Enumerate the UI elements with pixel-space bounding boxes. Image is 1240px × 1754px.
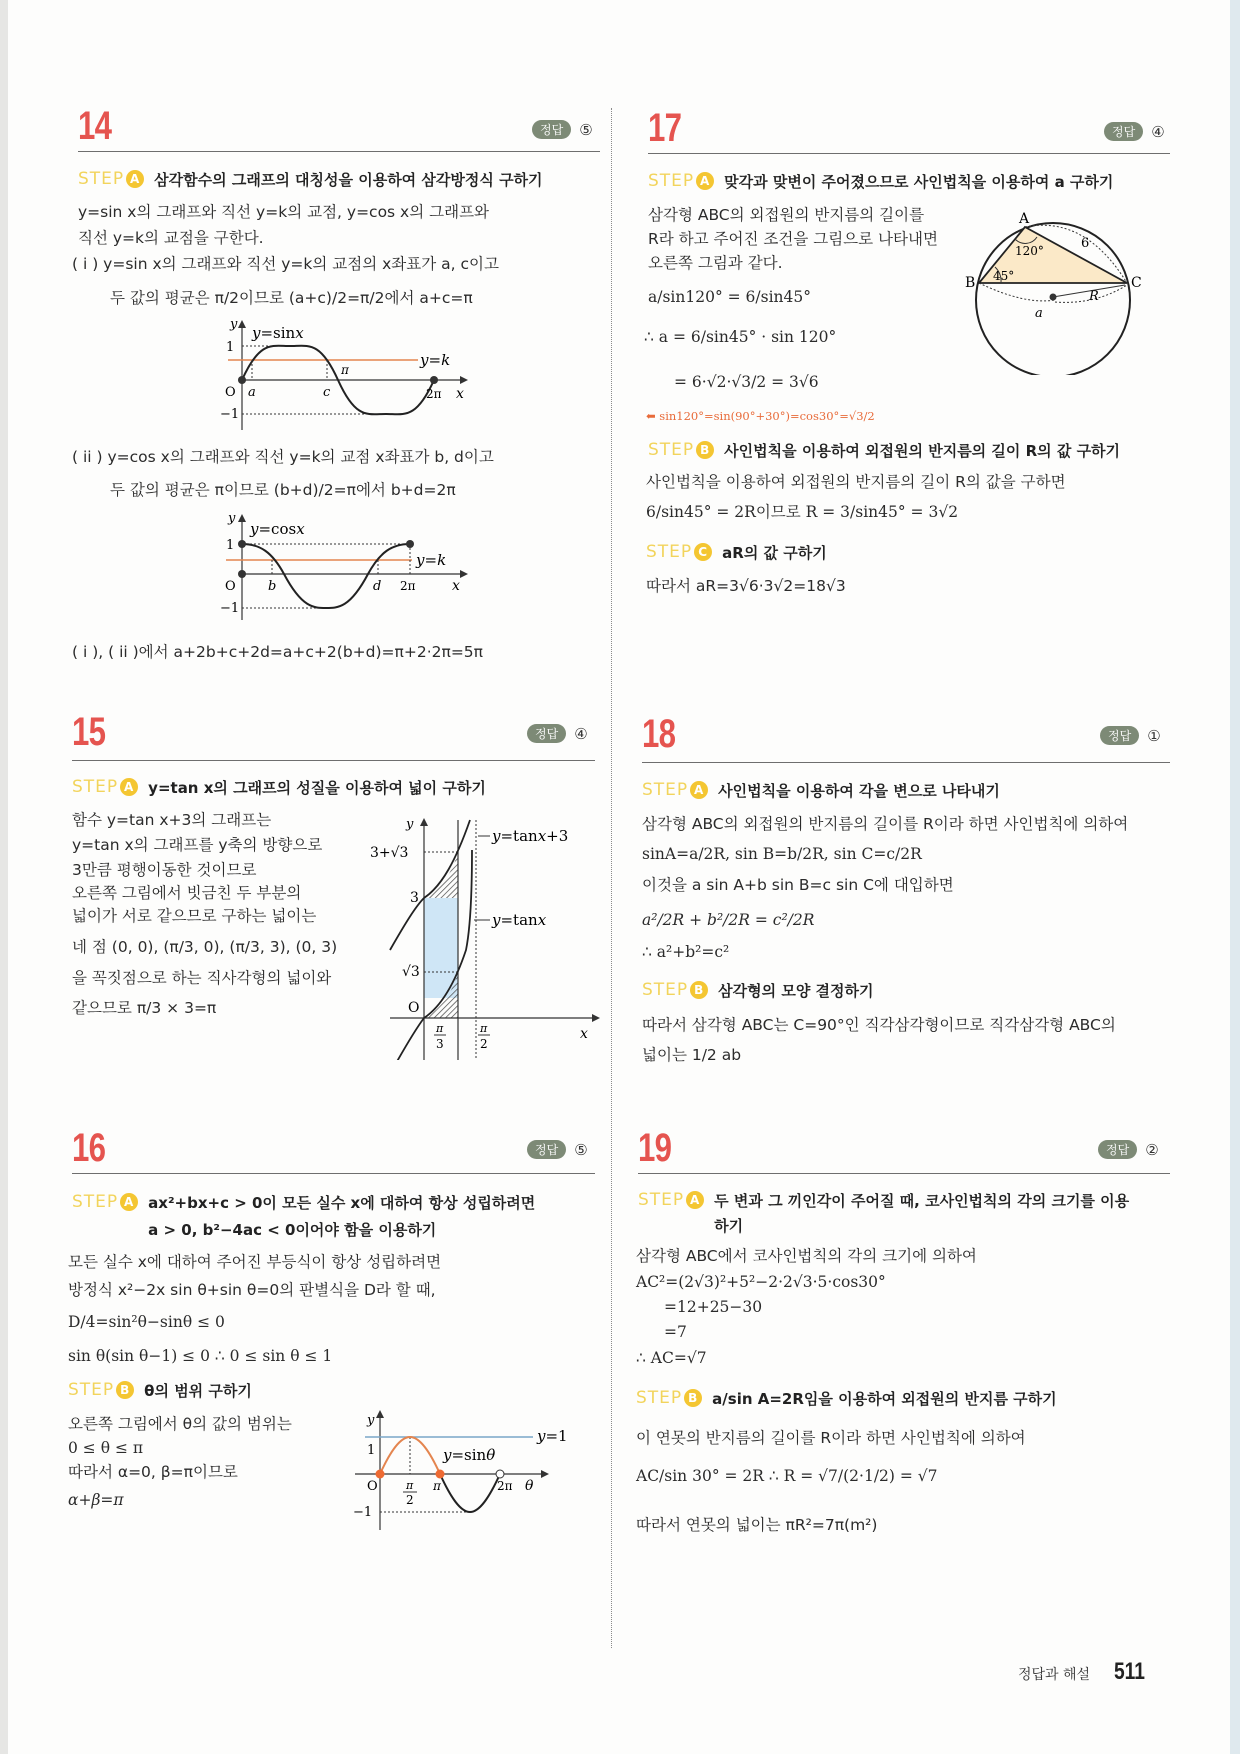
problem-number: 17 xyxy=(648,106,682,150)
step-tag: STEP B xyxy=(648,440,714,460)
svg-text:R: R xyxy=(1089,289,1099,304)
svg-text:45°: 45° xyxy=(993,269,1015,283)
svg-text:1: 1 xyxy=(226,538,235,553)
text-line: 을 꼭짓점으로 하는 직사각형의 넓이와 xyxy=(72,969,332,987)
svg-text:c: c xyxy=(323,385,331,400)
step-b-heading xyxy=(642,980,874,1001)
text-line: 오른쪽 그림에서 빗금친 두 부분의 xyxy=(72,884,302,902)
text-line: 삼각형 ABC의 외접원의 반지름의 길이를 xyxy=(648,206,925,224)
step-title-line2: a > 0, b²−4ac < 0이어야 함을 이용하기 xyxy=(148,1221,437,1239)
text-line: 같으므로 π/3 × 3=π xyxy=(72,999,217,1017)
svg-text:π: π xyxy=(433,1479,441,1493)
math-line: sinA=a/2R, sin B=b/2R, sin C=c/2R xyxy=(642,845,922,863)
header-rule xyxy=(638,1173,1170,1174)
svg-text:A: A xyxy=(1019,211,1030,227)
step-tag: STEP A xyxy=(72,1192,138,1212)
svg-text:y=k: y=k xyxy=(420,351,451,369)
text-line: y=tan x의 그래프를 y축의 방향으로 xyxy=(72,836,323,854)
step-a-heading xyxy=(78,169,543,190)
text-line: y=sin x의 그래프와 직선 y=k의 교점, y=cos x의 그래프와 xyxy=(78,203,490,221)
svg-text:π: π xyxy=(341,363,349,377)
svg-text:C: C xyxy=(1131,275,1142,291)
step-tag: STEP C xyxy=(646,542,712,562)
answer-value: ⑤ xyxy=(574,1140,588,1159)
page-footer xyxy=(1018,1658,1153,1686)
step-letter-icon: C xyxy=(694,543,712,561)
text-line: 넓이가 서로 같으므로 구하는 넓이는 xyxy=(72,907,317,925)
svg-text:y=k: y=k xyxy=(416,551,447,569)
svg-text:y: y xyxy=(406,817,414,832)
answer-badge xyxy=(527,1140,588,1159)
text-line: ( i ), ( ii )에서 a+2b+c+2d=a+c+2(b+d)=π+2·2π=5π xyxy=(72,643,483,661)
step-a-heading xyxy=(648,171,1113,192)
text-line: 따라서 연못의 넓이는 πR²=7π(m²) xyxy=(636,1516,878,1534)
math-line: ∴ AC=√7 xyxy=(636,1349,707,1367)
text-line: 함수 y=tan x+3의 그래프는 xyxy=(72,811,272,829)
svg-text:y: y xyxy=(230,318,238,332)
step-tag: STEP A xyxy=(638,1190,704,1210)
step-title-line1: ax²+bx+c > 0이 모든 실수 x에 대하여 항상 성립하려면 xyxy=(148,1194,536,1212)
circumcircle-figure xyxy=(965,205,1145,375)
step-title-line1: 두 변과 그 끼인각이 주어질 때, 코사인법칙의 각의 크기를 이용 xyxy=(714,1192,1130,1210)
step-a-heading xyxy=(72,777,486,798)
problem-number: 18 xyxy=(642,712,676,756)
svg-text:6: 6 xyxy=(1081,236,1090,251)
svg-text:3: 3 xyxy=(410,890,419,906)
svg-text:2: 2 xyxy=(406,1493,414,1507)
text-line: 이것을 a sin A+b sin B=c sin C에 대입하면 xyxy=(642,876,954,894)
answer-value: ④ xyxy=(1151,122,1165,141)
page-number: 511 xyxy=(1114,1658,1146,1685)
step-a-heading xyxy=(72,1192,535,1240)
tan-graph xyxy=(370,810,610,1060)
answer-badge xyxy=(1104,122,1165,141)
answer-pill: 정답 xyxy=(532,120,571,139)
svg-text:y=tanx+3: y=tanx+3 xyxy=(492,827,569,845)
text-line: 3만큼 평행이동한 것이므로 xyxy=(72,861,257,879)
text-line: R라 하고 주어진 조건을 그림으로 나타내면 xyxy=(648,230,938,248)
step-b-heading xyxy=(648,440,1120,461)
svg-text:y=1: y=1 xyxy=(537,1427,568,1445)
svg-text:2π: 2π xyxy=(400,579,416,593)
svg-text:−1: −1 xyxy=(220,407,240,422)
math-line: a²/2R + b²/2R = c²/2R xyxy=(642,911,815,929)
page-edge-left xyxy=(0,0,8,1754)
math-line: 6/sin45° = 2R이므로 R = 3/sin45° = 3√2 xyxy=(646,503,959,521)
svg-text:1: 1 xyxy=(367,1443,376,1458)
answer-badge xyxy=(532,120,593,139)
step-title: 맞각과 맞변이 주어졌으므로 사인법칙을 이용하여 a 구하기 xyxy=(724,173,1114,191)
text-line: 오른쪽 그림에서 θ의 값의 범위는 xyxy=(68,1415,292,1433)
math-line: 0 ≤ θ ≤ π xyxy=(68,1439,144,1457)
text-line: ( ii ) y=cos x의 그래프와 직선 y=k의 교점 x좌표가 b, d이고 xyxy=(72,448,494,466)
column-divider xyxy=(611,108,612,1648)
header-rule xyxy=(72,760,595,761)
text-line: 두 값의 평균은 π/2이므로 (a+c)/2=π/2에서 a+c=π xyxy=(110,289,473,307)
step-title: 삼각형의 모양 결정하기 xyxy=(718,982,874,1000)
text-line: 삼각형 ABC에서 코사인법칙의 각의 크기에 의하여 xyxy=(636,1247,977,1265)
answer-pill: 정답 xyxy=(1100,726,1139,745)
step-b-heading xyxy=(68,1380,252,1401)
text-line: 이 연못의 반지름의 길이를 R이라 하면 사인법칙에 의하여 xyxy=(636,1429,1026,1447)
svg-text:O: O xyxy=(408,1000,420,1016)
answer-value: ⑤ xyxy=(579,120,593,139)
svg-text:2: 2 xyxy=(480,1037,488,1051)
answer-badge xyxy=(527,724,588,743)
text-line: ( i ) y=sin x의 그래프와 직선 y=k의 교점의 x좌표가 a, c이고 xyxy=(72,255,499,273)
svg-text:y: y xyxy=(367,1413,375,1428)
svg-text:O: O xyxy=(225,385,236,400)
svg-text:y=tanx: y=tanx xyxy=(492,911,547,929)
math-line: D/4=sin²θ−sinθ ≤ 0 xyxy=(68,1313,225,1331)
header-rule xyxy=(72,1173,595,1174)
step-letter-icon: B xyxy=(690,981,708,999)
svg-text:O: O xyxy=(225,579,236,594)
svg-text:y: y xyxy=(228,512,236,526)
math-line: ∴ a = 6/sin45° · sin 120° xyxy=(644,328,837,346)
step-b-heading xyxy=(636,1388,1057,1409)
answer-pill: 정답 xyxy=(527,724,566,743)
step-tag: STEP B xyxy=(642,980,708,1000)
svg-text:−1: −1 xyxy=(220,601,240,616)
step-tag: STEP A xyxy=(72,777,138,797)
problem-number: 19 xyxy=(638,1126,672,1170)
svg-text:π: π xyxy=(436,1022,444,1035)
math-line: α+β=π xyxy=(68,1491,124,1509)
svg-text:d: d xyxy=(373,579,382,594)
step-letter-icon: A xyxy=(120,1193,138,1211)
answer-value: ② xyxy=(1145,1140,1159,1159)
svg-text:x: x xyxy=(452,578,460,594)
svg-text:y=sinθ: y=sinθ xyxy=(443,1446,496,1464)
svg-text:2π: 2π xyxy=(497,1479,513,1493)
footer-label: 정답과 해설 xyxy=(1018,1667,1091,1683)
step-tag: STEP B xyxy=(68,1380,134,1400)
svg-text:B: B xyxy=(965,275,976,291)
math-line: =12+25−30 xyxy=(664,1298,763,1316)
svg-text:y=cosx: y=cosx xyxy=(250,520,305,538)
step-title-line2: 하기 xyxy=(714,1217,744,1235)
step-c-heading xyxy=(646,542,827,563)
step-letter-icon: B xyxy=(696,441,714,459)
step-title: 사인법칙을 이용하여 각을 변으로 나타내기 xyxy=(718,782,1000,800)
step-tag: STEP A xyxy=(78,169,144,189)
svg-text:π: π xyxy=(406,1479,414,1492)
answer-badge xyxy=(1100,726,1161,745)
svg-text:x: x xyxy=(456,386,464,402)
header-rule xyxy=(648,153,1170,154)
answer-pill: 정답 xyxy=(1104,122,1143,141)
text-line: 사인법칙을 이용하여 외접원의 반지름의 길이 R의 값을 구하면 xyxy=(646,473,1066,491)
text-line: 따라서 aR=3√6·3√2=18√3 xyxy=(646,577,846,595)
math-line: =7 xyxy=(664,1323,687,1341)
page-edge-right xyxy=(1230,0,1240,1754)
sin-theta-graph xyxy=(345,1402,585,1532)
step-title: 삼각함수의 그래프의 대칭성을 이용하여 삼각방정식 구하기 xyxy=(154,171,543,189)
step-letter-icon: A xyxy=(120,778,138,796)
step-tag: STEP A xyxy=(648,171,714,191)
svg-text:√3: √3 xyxy=(402,964,420,980)
svg-text:3: 3 xyxy=(436,1037,444,1051)
text-line: 두 값의 평균은 π이므로 (b+d)/2=π에서 b+d=2π xyxy=(110,481,456,499)
step-tag: STEP A xyxy=(642,780,708,800)
math-line: a/sin120° = 6/sin45° xyxy=(648,288,811,306)
svg-text:y=sinx: y=sinx xyxy=(252,324,304,342)
step-letter-icon: A xyxy=(696,172,714,190)
math-line: ∴ a²+b²=c² xyxy=(642,943,730,961)
svg-text:θ: θ xyxy=(525,1478,534,1494)
answer-badge xyxy=(1098,1140,1159,1159)
step-letter-icon: B xyxy=(684,1389,702,1407)
text-line: 네 점 (0, 0), (π/3, 0), (π/3, 3), (0, 3) xyxy=(72,938,338,956)
text-line: 직선 y=k의 교점을 구한다. xyxy=(78,229,264,247)
step-a-heading xyxy=(642,780,1000,801)
step-title: 사인법칙을 이용하여 외접원의 반지름의 길이 R의 값 구하기 xyxy=(724,442,1121,460)
svg-text:a: a xyxy=(1035,306,1043,321)
answer-pill: 정답 xyxy=(527,1140,566,1159)
step-letter-icon: A xyxy=(126,170,144,188)
problem-number: 14 xyxy=(78,104,112,148)
math-line: sin θ(sin θ−1) ≤ 0 ∴ 0 ≤ sin θ ≤ 1 xyxy=(68,1347,333,1365)
answer-value: ① xyxy=(1147,726,1161,745)
math-line: = 6·√2·√3/2 = 3√6 xyxy=(674,373,819,391)
step-title: a/sin A=2R임을 이용하여 외접원의 반지름 구하기 xyxy=(712,1390,1057,1408)
svg-text:120°: 120° xyxy=(1015,244,1044,258)
hint-note: ⬅ sin120°=sin(90°+30°)=cos30°=√3/2 xyxy=(646,409,875,423)
step-tag: STEP B xyxy=(636,1388,702,1408)
step-a-heading xyxy=(638,1190,1129,1236)
svg-text:2π: 2π xyxy=(426,387,442,401)
step-letter-icon: B xyxy=(116,1381,134,1399)
problem-number: 16 xyxy=(72,1126,106,1170)
header-rule xyxy=(78,151,600,152)
step-title: aR의 값 구하기 xyxy=(722,544,827,562)
answer-pill: 정답 xyxy=(1098,1140,1137,1159)
problem-number: 15 xyxy=(72,710,106,754)
text-line: 따라서 삼각형 ABC는 C=90°인 직각삼각형이므로 직각삼각형 ABC의 xyxy=(642,1016,1116,1034)
text-line: 모든 실수 x에 대하여 주어진 부등식이 항상 성립하려면 xyxy=(68,1253,442,1271)
step-letter-icon: A xyxy=(686,1191,704,1209)
text-line: 따라서 α=0, β=π이므로 xyxy=(68,1463,238,1481)
text-line: 방정식 x²−2x sin θ+sin θ=0의 판별식을 D라 할 때, xyxy=(68,1281,436,1299)
text-line: 삼각형 ABC의 외접원의 반지름의 길이를 R이라 하면 사인법칙에 의하여 xyxy=(642,815,1129,833)
answer-value: ④ xyxy=(574,724,588,743)
step-title: θ의 범위 구하기 xyxy=(144,1382,252,1400)
text-line: 넓이는 1/2 ab xyxy=(642,1046,742,1064)
text-line: 오른쪽 그림과 같다. xyxy=(648,254,783,272)
math-line: AC/sin 30° = 2R ∴ R = √7/(2·1/2) = √7 xyxy=(636,1467,938,1485)
svg-text:O: O xyxy=(367,1479,378,1494)
svg-text:3+√3: 3+√3 xyxy=(370,845,409,861)
math-line: AC²=(2√3)²+5²−2·2√3·5·cos30° xyxy=(636,1273,886,1291)
header-rule xyxy=(642,762,1170,763)
step-title: y=tan x의 그래프의 성질을 이용하여 넓이 구하기 xyxy=(148,779,486,797)
svg-text:b: b xyxy=(268,579,277,594)
cos-graph xyxy=(220,512,470,622)
svg-text:x: x xyxy=(580,1026,588,1042)
step-letter-icon: A xyxy=(690,781,708,799)
svg-text:1: 1 xyxy=(226,340,235,355)
svg-text:π: π xyxy=(480,1022,488,1035)
sin-graph xyxy=(220,318,470,433)
svg-text:a: a xyxy=(248,385,256,400)
svg-text:−1: −1 xyxy=(353,1505,373,1520)
